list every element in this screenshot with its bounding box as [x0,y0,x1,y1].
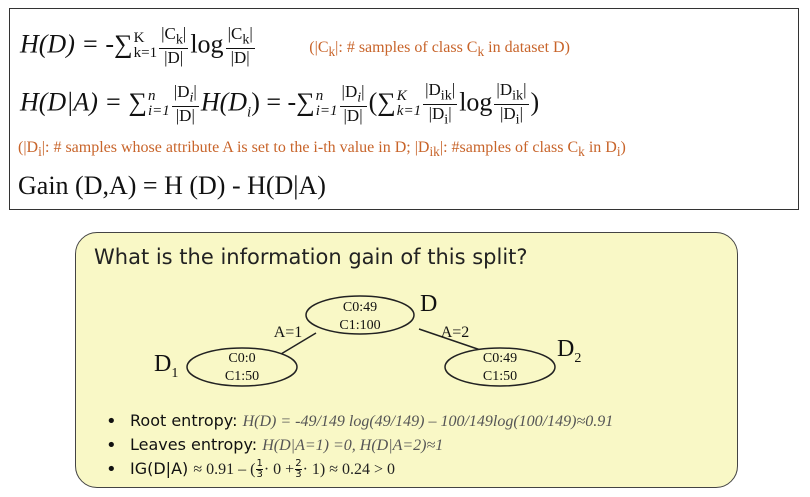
sum-sup: K [133,29,145,46]
panel-title: What is the information gain of this split? [94,245,528,269]
bullet-root-entropy: • Root entropy: H(D) = -49/149 log(49/149) – 100/149log(100/149)≈0.91 [106,411,614,432]
left-c1: C1:50 [224,369,260,384]
left-c0: C0:0 [228,351,256,366]
bullet-information-gain: • IG(D|A) ≈ 0.91 – ( $\frac{1}{3}$ · 0 + $\frac{2}{3}$ · 1) ≈ 0.24 > 0 [106,458,396,480]
entropy-lhs: H(D) = - [20,29,115,59]
fraction-one-third: $\frac{1}{3}$ [256,458,263,480]
question-panel [75,232,738,488]
fraction-ck-d-2: $\frac{|C_k|}{|D|}$ [227,24,253,67]
left-name: $D_1$ [154,351,179,381]
formula-box [9,8,799,210]
root-name: D [420,291,438,317]
root-c1: C1:100 [339,318,381,333]
sum-sub: k=1 [133,45,158,62]
fraction-ck-d: $\frac{|C_k|}{|D|}$ [161,24,187,67]
bullet-leaves-entropy: • Leaves entropy: H(D|A=1) =0, H(D|A=2)≈1 [106,435,444,456]
log-label: log [190,29,224,59]
right-c1: C1:50 [482,369,518,384]
root-c0: C0:49 [342,300,378,315]
edge-right-label: A=2 [440,324,470,341]
right-name: $D_2$ [557,336,582,366]
bullet-list [104,411,613,483]
split-tree [76,233,739,413]
edge-left-label: A=1 [273,324,303,341]
gain-formula: Gain (D,A) = H (D) - H(D|A) [18,171,326,200]
di-note: ($|D_i|$: # samples whose attribute A is set to the i-th value in D; $|D_{ik}|$: #samples of class $C_k$ in $D_i$) [18,139,626,160]
ck-note: ($|C_k|$: # samples of class $C_k$ in dataset D) [309,39,570,60]
right-c0: C0:49 [482,351,518,366]
cond-entropy-lhs: H(D|A) = [20,87,129,117]
fraction-two-thirds: $\frac{2}{3}$ [295,458,302,480]
entropy-formula: H(D) = -∑ K k=1 $\frac{|C_k|}{|D|}$ log $\frac{|C_k|}{|D|}$ ($|C_k|$: # samples of class $C_k$ in dataset D) [20,24,570,67]
conditional-entropy-formula: H(D|A) = ∑ n i=1 $\frac{|D_i|}{|D|}$ $H(D_i)$ = -∑ n i=1 $\frac{|D_i|}{|D|}$ (∑ K k=1 $\frac{|D_{ik}|}{|D_i|}$ log $\frac{|D_{ik}|}{|D_i|}$ ) [20,80,540,128]
